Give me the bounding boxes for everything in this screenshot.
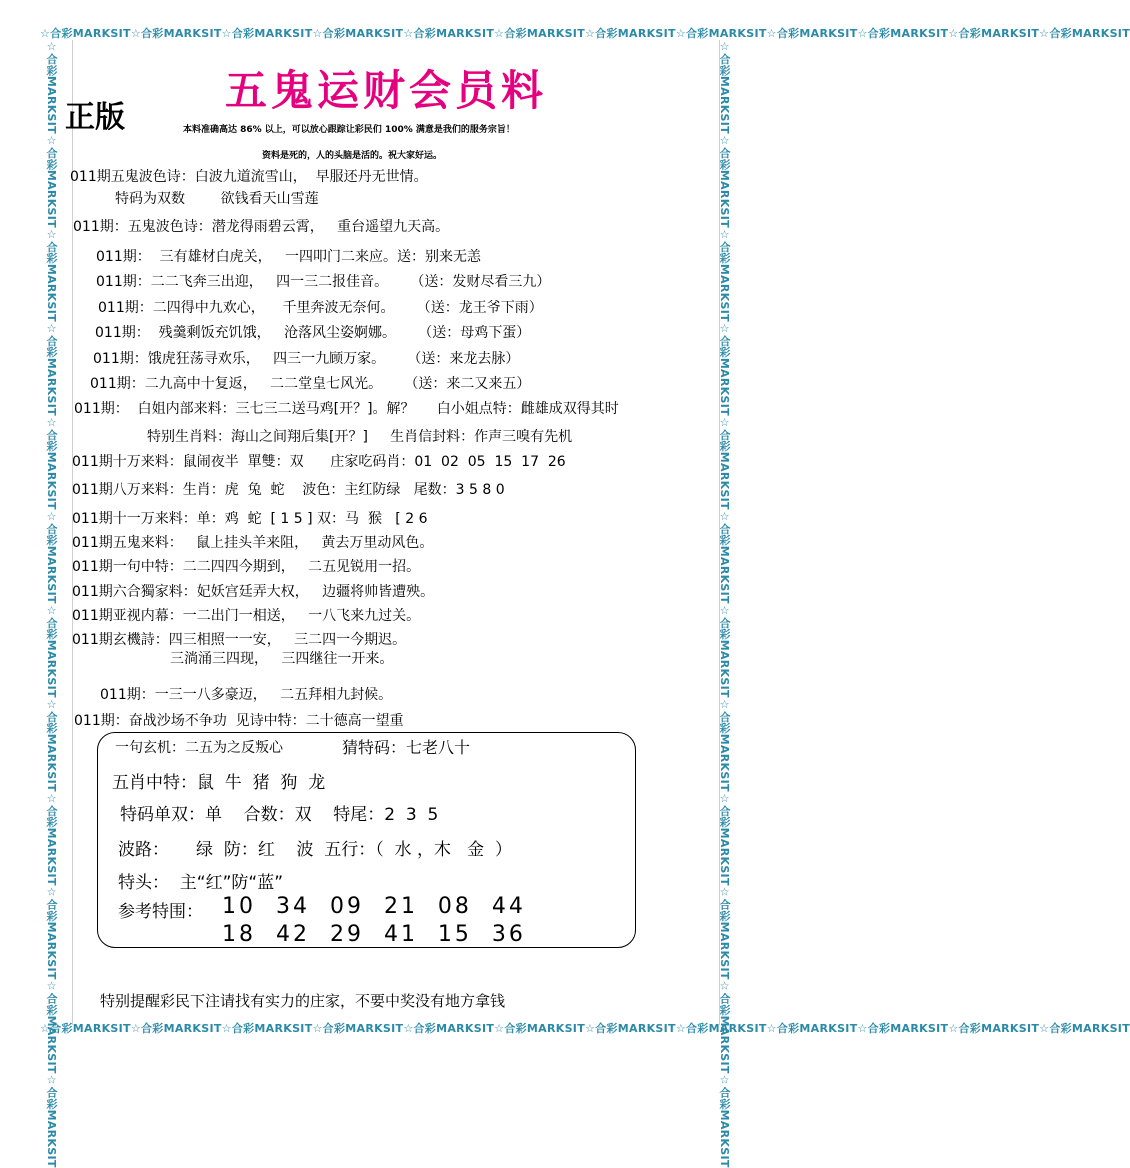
left-watermark-border: ☆合彩MARKSIT☆合彩MARKSIT☆合彩MARKSIT☆合彩MARKSIT☆合彩MARKSIT☆合彩MARKSIT☆合彩MARKSIT☆合彩MARKSIT☆合彩MARKSIT☆合彩MARKSIT☆合彩MARKSIT☆合彩MARKSIT [45, 40, 58, 1168]
top-watermark-border: ☆合彩MARKSIT☆合彩MARKSIT☆合彩MARKSIT☆合彩MARKSIT☆合彩MARKSIT☆合彩MARKSIT☆合彩MARKSIT☆合彩MARKSIT☆合彩MARKSIT☆合彩MARKSIT☆合彩MARKSIT☆合彩MARKSIT [40, 27, 1130, 40]
text-line: 011期：二二飞奔三出迎， 四一三二报佳音。 （送：发财尽看三九） [96, 274, 551, 290]
box-riddle: 一句玄机：二五为之反叛心 [115, 740, 283, 756]
footer-note: 特别提醒彩民下注请找有实力的庄家，不要中奖没有地方拿钱 [100, 992, 506, 1010]
text-line: 011期一句中特：二二四四今期到， 二五见锐用一招。 [72, 559, 421, 575]
box-five-zodiac: 五肖中特：鼠 牛 猪 狗 龙 [112, 773, 326, 793]
box-head: 特头： 主“红”防“蓝” [118, 873, 284, 893]
box-ref-row1: 10 34 09 21 08 44 [222, 894, 526, 919]
text-line: 三淌涌三四现， 三四继往一开来。 [170, 651, 394, 667]
text-line: 011期六合獨家料：妃妖宫廷弄大权， 边疆将帅皆遭殃。 [72, 584, 435, 600]
bottom-watermark-border: ☆合彩MARKSIT☆合彩MARKSIT☆合彩MARKSIT☆合彩MARKSIT☆合彩MARKSIT☆合彩MARKSIT☆合彩MARKSIT☆合彩MARKSIT☆合彩MARKSIT☆合彩MARKSIT☆合彩MARKSIT☆合彩MARKSIT [40, 1022, 1130, 1035]
text-line: 011期：饿虎狂荡寻欢乐， 四三一九顾万家。 （送：来龙去脉） [93, 351, 520, 367]
box-guess: 猜特码：七老八十 [342, 738, 471, 757]
page-title: 五鬼运财会员料 [225, 66, 548, 115]
text-line: 011期八万来料：生肖：虎 兔 蛇 波色：主红防绿 尾数：3 5 8 0 [72, 482, 505, 498]
text-line: 011期： 残羹剩饭充饥饿， 沧落风尘姿婀娜。 （送：母鸡下蛋） [95, 325, 531, 341]
text-line: 特码为双数 欲钱看天山雪莲 [115, 191, 319, 207]
text-line: 011期：五鬼波色诗：潜龙得雨碧云霄， 重台遥望九天高。 [73, 219, 450, 235]
text-line: 011期： 白姐内部来料：三七三二送马鸡[开？]。解？ 白小姐点特：雌雄成双得其时 [74, 401, 619, 417]
box-wave: 波路： 绿 防：红 波 五行：（ 水 ，木 金 ） [118, 840, 512, 860]
text-line: 011期十一万来料：单：鸡 蛇 [ 1 5 ] 双：马 猴 [ 2 6 [72, 511, 428, 527]
text-line: 011期玄機詩：四三相照一一安， 三二四一今期迟。 [72, 632, 407, 648]
subtitle-accuracy: 本料准确高达 86% 以上，可以放心跟踪让彩民们 100% 满意是我们的服务宗旨！ [183, 125, 515, 135]
text-line: 011期五鬼波色诗：白波九道流雪山， 早服还丹无世情。 [70, 169, 428, 185]
box-odd-even: 特码单双：单 合数：双 特尾：2 3 5 [120, 805, 439, 825]
text-line: 特别生肖料：海山之间翔后集[开？] 生肖信封料：作声三嗅有先机 [147, 429, 573, 445]
text-line: 011期： 三有雄材白虎关， 一四叩门二来应。送：别来无恙 [96, 249, 481, 265]
box-ref-label: 参考特围： [118, 902, 203, 922]
text-line: 011期：奋战沙场不争功 见诗中特：二十德高一望重 [74, 713, 404, 729]
right-watermark-border: ☆合彩MARKSIT☆合彩MARKSIT☆合彩MARKSIT☆合彩MARKSIT☆合彩MARKSIT☆合彩MARKSIT☆合彩MARKSIT☆合彩MARKSIT☆合彩MARKSIT☆合彩MARKSIT☆合彩MARKSIT☆合彩MARKSIT [718, 40, 731, 1168]
text-line: 011期：二九高中十复返， 二二堂皇七风光。 （送：来二又来五） [90, 376, 531, 392]
edition-label: 正版 [65, 100, 125, 135]
text-line: 011期亚视内幕：一二出门一相送， 一八飞来九过关。 [72, 608, 421, 624]
text-line: 011期五鬼来料： 鼠上挂头羊来阻， 黄去万里动风色。 [72, 535, 434, 551]
text-line: 011期：一三一八多豪迈， 二五拜相九封候。 [100, 687, 393, 703]
box-ref-row2: 18 42 29 41 15 36 [222, 922, 526, 947]
text-line: 011期：二四得中九欢心， 千里奔波无奈何。 （送：龙王爷下雨） [98, 300, 543, 316]
subtitle-motto: 资料是死的，人的头脑是活的。祝大家好运。 [262, 151, 443, 161]
text-line: 011期十万来料：鼠闹夜半 單雙：双 庄家吃码肖：01 02 05 15 17 26 [72, 454, 566, 470]
